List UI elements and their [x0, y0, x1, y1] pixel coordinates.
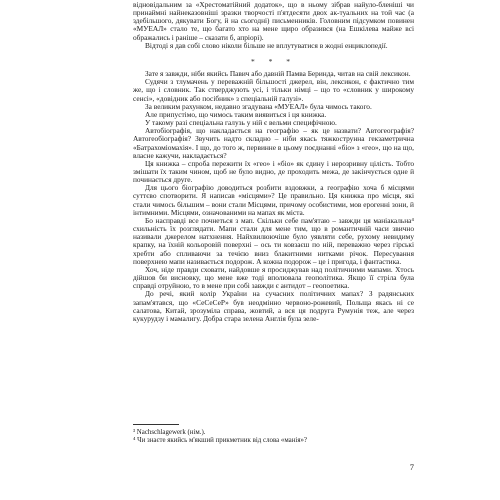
paragraph: За великим рахунком, недавно згадувана «МУЕАЛ» була чимось такого.: [145, 101, 372, 111]
footnotes: [133, 424, 414, 445]
paragraph: До речі, який колір України на сучасних політичних мапах? З радянських запам'ятався, що «СеСеСеР» був неодмінно червоно-рожевий, Польща якась ні се салатова, Китай, зрозуміла справа, жовтий, а вся ця подруга Румунія теж, але через кукурудзу і мамалигу. Добра стара зелена Англія була зеле-: [133, 289, 414, 323]
paragraph: Але припустімо, що чимось таким виявиться і ця книжка.: [145, 109, 327, 119]
paragraph: У такому разі спеціальна галузь у ній є вельми специфічною.: [145, 118, 337, 128]
paragraph: Судячи з тлумачень у переважній більшості джерел, він, лексикон, є фактично тим же, що і словник. Так стверджують усі, і тільки німці – що то «словник у широкому сенсі», «довідник або посібник» з спеціальній галузі».: [133, 77, 414, 103]
section-divider: * * *: [251, 56, 296, 66]
paragraph: Автобіографія, що накладається на географію – як це назвати? Автогеографія? Автогеобіографія? Звучить надто складно – ніби якась тяжкострунна гекзаметрична «Батрахоміомахія». І що, до того ж, первинне в цьому поєднанні «біо» з «гео», що на що, власне кажучи, накладається?: [133, 126, 414, 160]
paragraph: Бо насправді все почнеться з мап. Скільки себе пам'ятаю – завжди ця маніакальна⁴ схильність їх розглядати. Мапи стали для мене тим, що в романтичній часи звично називали джерелом натхнення. Найхвилюючіше було уявляти себе, рухому невидиму крапку, на їхній кольоровій поверхні – ось ти ковзаєш по ній, переважно через гірські хребти або спливаючи за течією вниз блакитними нитками річок. Пересування поверхнею мапи називається подорож. А кожна подорож – це і пригода, і фантастика.: [133, 215, 414, 266]
footnote: ⁴ Чи знаєте якийсь м'якший прикметник від слова «манія»?: [133, 437, 307, 444]
footnote-divider: [133, 424, 179, 425]
paragraph: Зате я завжди, ніби якийсь Павич або давній Памва Беринда, читав на свій лексикон.: [145, 69, 411, 79]
paragraph: Відтоді я дав собі слово ніколи більше не вплутуватися в жодні енциклопедії.: [145, 40, 388, 50]
footnote: ³ Nachschlagewerk (нім.).: [133, 429, 206, 436]
page-number: 7: [409, 462, 414, 472]
paragraph: Ця книжка – спроба пережити їх «гео» і «біо» як єдину і нерозривну цілість. Тобто змішати їх таким чином, щоб не було видно, де проходить межа, де закінчується одне й починається друге.: [133, 158, 414, 185]
paragraph: Хоч, ніде правди сховати, найдовше я просиджував над політичними мапами. Хтось дійшов би висновку, що мене вже тоді вполювала геополітика. Якщо її стріла була справді отруйною, то в мене при собі завжди є антидот – геопоетика.: [133, 264, 414, 291]
paragraph: відновідальним за «Хрестоматійний додаток», що в ньому зібрав найуло-бленіші чи принаймні найнеказовніші зразки творчості п'ятдесяти двох ак-туальних на той час (а здебільшого, дякувати Богу, й на сьогодні) письменників. Головним підсумком повинен «МУЕАЛ» стало те, що багато хто на мене щиро образився (на Ешкілева майже всі ображались і раніше – сказати б, апріорі).: [133, 0, 414, 42]
paragraph: Для цього біографію доводиться розбити вздовжки, а географію хоча б місцями суттєво спотворити. Я написав «місцями»? Це правильно. Ця книжка про місця, які стали чимось більшим – вони стали Місцями, причому особистими, мов ерогенні зони, й інтимними. Місцями, означованими на мапах як міста.: [133, 183, 414, 217]
